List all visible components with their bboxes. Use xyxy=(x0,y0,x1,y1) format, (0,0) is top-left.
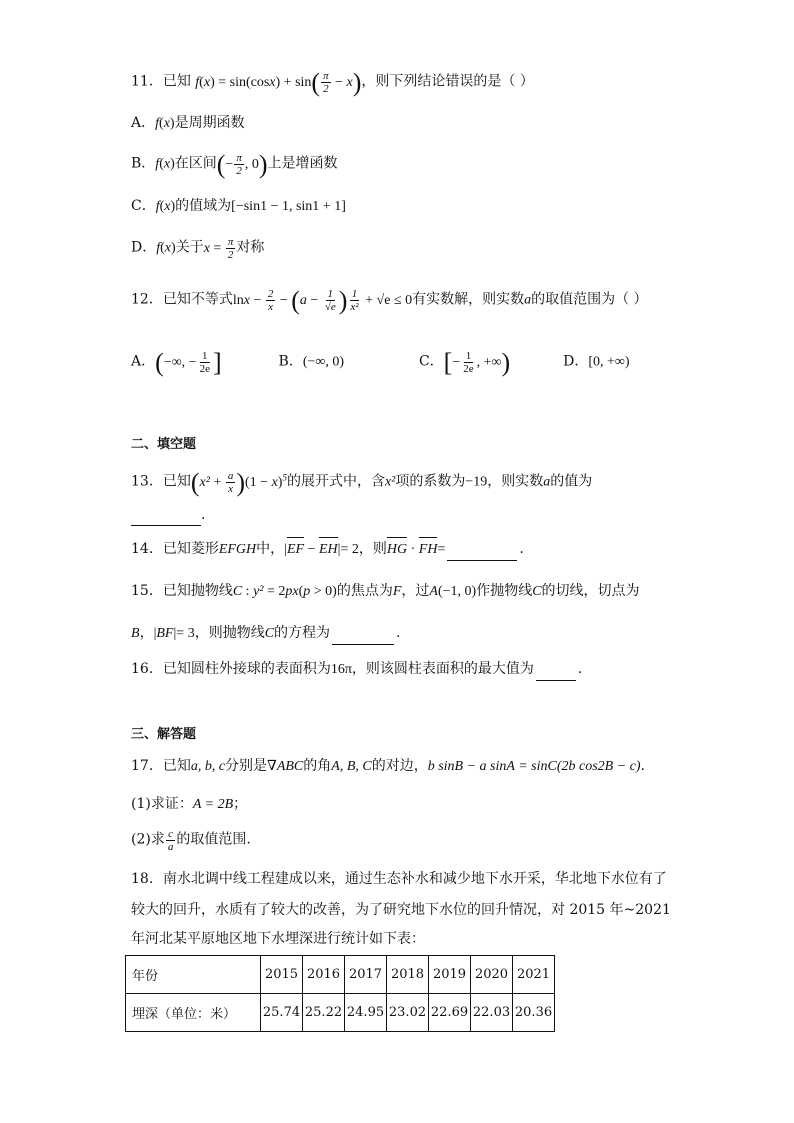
year-cell: 2021 xyxy=(513,956,555,994)
q17-mid2: 的角 xyxy=(303,758,332,774)
q14-eq-sign: = xyxy=(437,542,446,557)
answer-blank[interactable] xyxy=(447,560,517,561)
fx-expr: f(x) xyxy=(155,116,175,131)
q12-option-b: (−∞, 0) xyxy=(302,354,345,370)
part2-pre: (2)求 xyxy=(131,831,165,848)
q18-line2: 较大的回升，水质有了较大的改善，为了研究地下水位的回升情况，对 2015 年~2021 xyxy=(131,902,671,918)
q12-option-c: [− $\frac{1}{2e}$ , +∞) xyxy=(443,347,511,377)
answer-blank[interactable] xyxy=(332,644,394,645)
depth-cell: 25.74 xyxy=(261,994,303,1032)
q13-mid: 的展开式中，含 xyxy=(286,473,385,490)
q11-option-d xyxy=(131,236,264,261)
depth-cell: 25.22 xyxy=(303,994,345,1032)
option-label: B． xyxy=(131,155,156,172)
q12-stem-post: 的取值范围为（ ） xyxy=(531,291,648,308)
table-row-years xyxy=(126,956,555,994)
part1-label: (1)求证： xyxy=(131,796,193,812)
punct: . xyxy=(201,507,206,523)
q15-line2-mid: ， xyxy=(139,625,154,641)
q13-post: ，则实数 xyxy=(487,473,544,490)
sides-abc: a, b, c xyxy=(190,759,226,774)
point-a: A(−1, 0) xyxy=(429,584,477,599)
q13-stem xyxy=(131,466,592,495)
q18-line1: 18．南水北调中线工程建成以来，通过生态补水和减少地下水开采，华北地下水位有了 xyxy=(131,871,667,887)
q12-stem-mid: 有实数解，则实数 xyxy=(412,291,525,308)
part1-eq: A = 2B xyxy=(192,797,234,812)
q18-line3: 年河北某平原地区地下水埋深进行统计如下表： xyxy=(131,931,425,947)
q13-expr: (x² + $\frac{a}{x}$ )$(1 - x)^5$ xyxy=(190,467,287,497)
option-text: 是周期函数 xyxy=(174,115,245,131)
q13-number: 13． xyxy=(131,473,163,490)
answer-blank[interactable] xyxy=(131,525,201,526)
table-header-depth: 埋深（单位：米） xyxy=(126,994,261,1032)
q16-post: ，则该圆柱表面积的最大值为 xyxy=(351,661,534,677)
option-label: A． xyxy=(131,353,156,370)
q14-pre: 已知菱形 xyxy=(162,541,219,557)
option-label: D． xyxy=(563,353,589,370)
option-label: C． xyxy=(418,353,444,370)
ratio-c-over-a: $\frac{c}{a}$ xyxy=(167,828,174,853)
q12-inequality: lnx − $\frac{2}{x}$ − (a − $\frac{1}{√e}$ ) $\frac{1}{\text{x²}}$ + √e ≤ 0 xyxy=(232,285,413,315)
q13-post2: 的值为 xyxy=(550,473,593,490)
q11-stem-post: ，则下列结论错误的是（ ） xyxy=(361,73,534,90)
year-cell: 2020 xyxy=(471,956,513,994)
bf-length: |BF| xyxy=(153,626,177,641)
curve-c: C xyxy=(532,584,542,599)
year-cell: 2019 xyxy=(429,956,471,994)
option-label: A． xyxy=(131,115,156,131)
year-cell: 2015 xyxy=(261,956,303,994)
depth-cell: 22.03 xyxy=(471,994,513,1032)
q12-option-a: (−∞, − $\frac{1}{2e}$ ] xyxy=(155,347,222,377)
focus-f: F xyxy=(392,584,402,599)
point-b: B xyxy=(131,626,140,641)
fx-expr: f(x) xyxy=(155,199,176,214)
q12-options xyxy=(131,347,630,377)
term-x2: x² xyxy=(384,474,396,490)
part2-post: 的取值范围. xyxy=(176,831,251,848)
q14-stem xyxy=(131,538,524,561)
table-row-depths xyxy=(126,994,555,1032)
interval-expr: (− $\frac{\pi}{2}$ , 0) xyxy=(216,149,268,179)
curve-c: C xyxy=(264,626,275,641)
q11-stem xyxy=(131,67,534,97)
q17-mid3: 的对边， xyxy=(371,758,428,774)
q15-stem-line2 xyxy=(131,622,401,645)
q13-mid2: 项的系数为 xyxy=(395,473,466,490)
q13-pre: 已知 xyxy=(162,473,191,490)
range-expr: [−sin1 − 1, sin1 + 1] xyxy=(231,199,346,214)
year-cell: 2016 xyxy=(303,956,345,994)
option-text: 关于 xyxy=(175,239,204,256)
year-cell: 2017 xyxy=(345,956,387,994)
option-label: B． xyxy=(278,353,303,370)
q17-pre: 已知 xyxy=(162,758,191,774)
triangle-abc: ∇ABC xyxy=(267,759,304,774)
angles-abc: A, B, C xyxy=(331,759,372,774)
q17-part2 xyxy=(131,828,251,853)
q14-dot-expr: HG · FH xyxy=(387,542,438,557)
groundwater-table xyxy=(125,955,555,1032)
q15-line2-post2: 的方程为 xyxy=(274,625,331,641)
q14-mid2: ，则 xyxy=(358,541,387,557)
q15-mid2: ，过 xyxy=(401,583,430,599)
option-text: 在区间 xyxy=(174,155,217,172)
option-text: 的值域为 xyxy=(175,198,232,214)
depth-cell: 22.69 xyxy=(429,994,471,1032)
q12-stem-pre: 已知不等式 xyxy=(162,291,233,308)
fx-expr: f(x) xyxy=(156,240,176,256)
punct: ； xyxy=(233,796,248,812)
var-a: a xyxy=(543,474,551,490)
q11-option-c xyxy=(131,195,346,218)
q12-number: 12． xyxy=(131,291,163,308)
depth-cell: 20.36 xyxy=(513,994,555,1032)
q17-mid: 分别是 xyxy=(225,758,268,774)
q15-line2-post: ，则抛物线 xyxy=(194,625,265,641)
q11-option-b xyxy=(131,149,338,179)
option-text: 上是增函数 xyxy=(267,155,338,172)
q14-number: 14． xyxy=(131,541,163,557)
punct: . xyxy=(519,541,524,557)
fx-expr: f(x) xyxy=(155,156,175,172)
q11-option-a xyxy=(131,112,245,135)
rhombus-name: EFGH xyxy=(218,542,257,557)
q12-option-d: [0, +∞) xyxy=(588,354,630,370)
section-solve-title: 三、解答题 xyxy=(131,727,197,742)
q11-number: 11． xyxy=(131,73,163,90)
answer-blank[interactable] xyxy=(536,680,576,681)
q15-pre: 已知抛物线 xyxy=(162,583,233,599)
q15-number: 15． xyxy=(131,583,163,599)
punct: . xyxy=(577,661,583,677)
q16-stem xyxy=(131,658,582,681)
parabola-expr: C : y² = 2px(p > 0) xyxy=(232,584,337,599)
q15-mid3: 作抛物线 xyxy=(476,583,533,599)
q14-norm-expr: |EF − EH| xyxy=(284,542,340,557)
year-cell: 2018 xyxy=(387,956,429,994)
option-label: D． xyxy=(131,239,157,256)
punct: . xyxy=(396,625,401,641)
q13-coef: −19 xyxy=(465,474,488,490)
punct: . xyxy=(640,758,645,774)
q15-stem xyxy=(131,580,640,603)
q11-formula: f(x) = sin(cosx) + sin( $\frac{\pi}{2}$ − x) xyxy=(195,67,362,97)
q15-eq: = 3 xyxy=(176,626,195,641)
section-fill-blank-title: 二、填空题 xyxy=(131,437,197,452)
q17-stem xyxy=(131,755,645,778)
option-text: 对称 xyxy=(236,239,265,256)
q16-number: 16． xyxy=(131,661,163,677)
q14-eq: = 2 xyxy=(340,542,359,557)
q15-mid4: 的切线，切点为 xyxy=(541,583,640,599)
axis-expr: x = $\frac{\pi}{2}$ xyxy=(203,236,234,261)
q17-number: 17． xyxy=(131,758,163,774)
var-a: a xyxy=(524,292,532,308)
q16-pre: 已知圆柱外接球的表面积为 xyxy=(162,661,331,677)
q14-mid: 中， xyxy=(256,541,285,557)
q16-value: 16π xyxy=(330,662,352,677)
option-label: C． xyxy=(131,198,156,214)
q13-answer-line xyxy=(131,504,205,526)
q12-stem xyxy=(131,285,648,315)
q11-stem-pre: 已知 xyxy=(162,73,191,90)
q17-part1 xyxy=(131,793,247,816)
q15-mid: 的焦点为 xyxy=(336,583,393,599)
depth-cell: 23.02 xyxy=(387,994,429,1032)
q17-equation: b sinB − a sinA = sinC(2b cos2B − c) xyxy=(427,759,641,774)
depth-cell: 24.95 xyxy=(345,994,387,1032)
table-header-year: 年份 xyxy=(126,956,261,994)
